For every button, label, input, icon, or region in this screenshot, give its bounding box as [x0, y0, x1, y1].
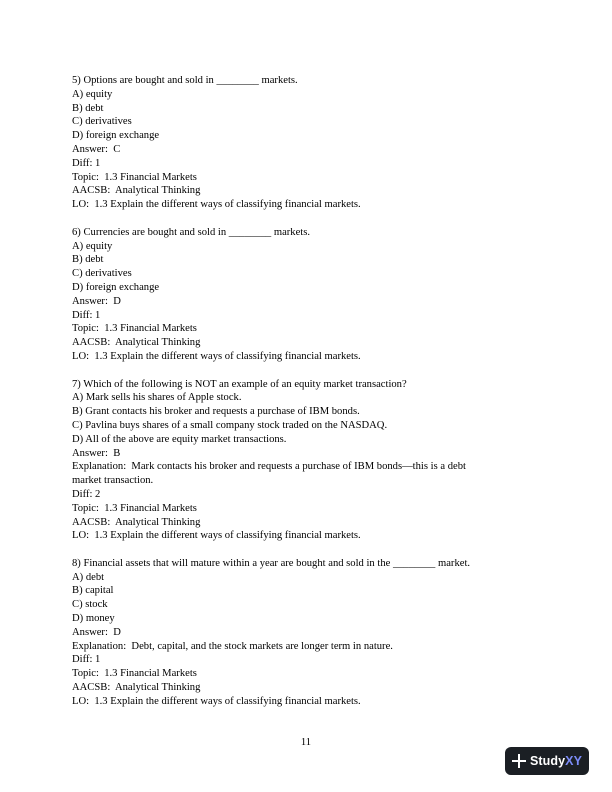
question-6-option-b: B) debt: [72, 254, 104, 266]
question-6-stem: 6) Currencies are bought and sold in ________ markets.: [72, 226, 311, 238]
studyxy-badge[interactable]: [505, 747, 589, 775]
document-page: [72, 74, 540, 722]
question-8-explanation: Explanation: Debt, capital, and the stock markets are longer term in nature.: [72, 640, 393, 652]
plus-icon: [512, 754, 526, 768]
question-5-topic: Topic: 1.3 Financial Markets: [72, 171, 197, 183]
question-7-answer: Answer: B: [72, 447, 121, 459]
question-8-stem: 8) Financial assets that will mature within a year are bought and sold in the ________ market.: [72, 557, 471, 569]
question-5: [72, 74, 540, 212]
question-7-option-a: A) Mark sells his shares of Apple stock.: [72, 392, 242, 404]
question-6-lo: LO: 1.3 Explain the different ways of classifying financial markets.: [72, 350, 361, 362]
question-8-topic: Topic: 1.3 Financial Markets: [72, 668, 197, 680]
question-8-lo: LO: 1.3 Explain the different ways of classifying financial markets.: [72, 695, 361, 707]
question-8-option-c: C) stock: [72, 599, 108, 611]
question-5-lo: LO: 1.3 Explain the different ways of classifying financial markets.: [72, 199, 361, 211]
question-7: [72, 378, 540, 544]
question-7-explanation: Explanation: Mark contacts his broker and requests a purchase of IBM bonds—this is a debt: [72, 461, 466, 473]
question-8-answer: Answer: D: [72, 626, 121, 638]
question-8-option-a: A) debt: [72, 571, 105, 583]
logo-text-study: Study: [529, 754, 566, 768]
question-7-option-b: B) Grant contacts his broker and requests a purchase of IBM bonds.: [72, 406, 360, 418]
question-8-aacsb: AACSB: Analytical Thinking: [72, 682, 201, 694]
question-6-answer: Answer: D: [72, 295, 121, 307]
studyxy-logo-text: [530, 754, 582, 768]
question-5-difficulty: Diff: 1: [72, 157, 101, 169]
question-6: [72, 226, 540, 364]
question-5-option-b: B) debt: [72, 102, 104, 114]
question-6-topic: Topic: 1.3 Financial Markets: [72, 323, 197, 335]
question-5-answer: Answer: C: [72, 143, 121, 155]
question-6-difficulty: Diff: 1: [72, 309, 101, 321]
question-8-difficulty: Diff: 1: [72, 654, 101, 666]
question-8-option-d: D) money: [72, 613, 115, 625]
logo-text-xy: XY: [565, 754, 583, 768]
page-number: 11: [300, 737, 312, 748]
question-6-aacsb: AACSB: Analytical Thinking: [72, 337, 201, 349]
question-6-option-d: D) foreign exchange: [72, 281, 160, 293]
question-7-stem: 7) Which of the following is NOT an example of an equity market transaction?: [72, 378, 407, 390]
question-5-option-d: D) foreign exchange: [72, 130, 160, 142]
question-7-option-d: D) All of the above are equity market transactions.: [72, 433, 287, 445]
question-8: [72, 557, 540, 709]
question-6-option-c: C) derivatives: [72, 268, 132, 280]
question-5-option-a: A) equity: [72, 88, 113, 100]
question-7-aacsb: AACSB: Analytical Thinking: [72, 516, 201, 528]
question-7-lo: LO: 1.3 Explain the different ways of classifying financial markets.: [72, 530, 361, 542]
question-5-stem: 5) Options are bought and sold in ________ markets.: [72, 75, 298, 86]
question-6-option-a: A) equity: [72, 240, 113, 252]
question-8-option-b: B) capital: [72, 585, 114, 597]
question-5-option-c: C) derivatives: [72, 116, 132, 128]
question-7-difficulty: Diff: 2: [72, 488, 101, 500]
question-7-option-c: C) Pavlina buys shares of a small company stock traded on the NASDAQ.: [72, 419, 388, 431]
question-5-aacsb: AACSB: Analytical Thinking: [72, 185, 201, 197]
question-7-topic: Topic: 1.3 Financial Markets: [72, 502, 197, 514]
question-7-explanation-cont: market transaction.: [72, 475, 154, 487]
